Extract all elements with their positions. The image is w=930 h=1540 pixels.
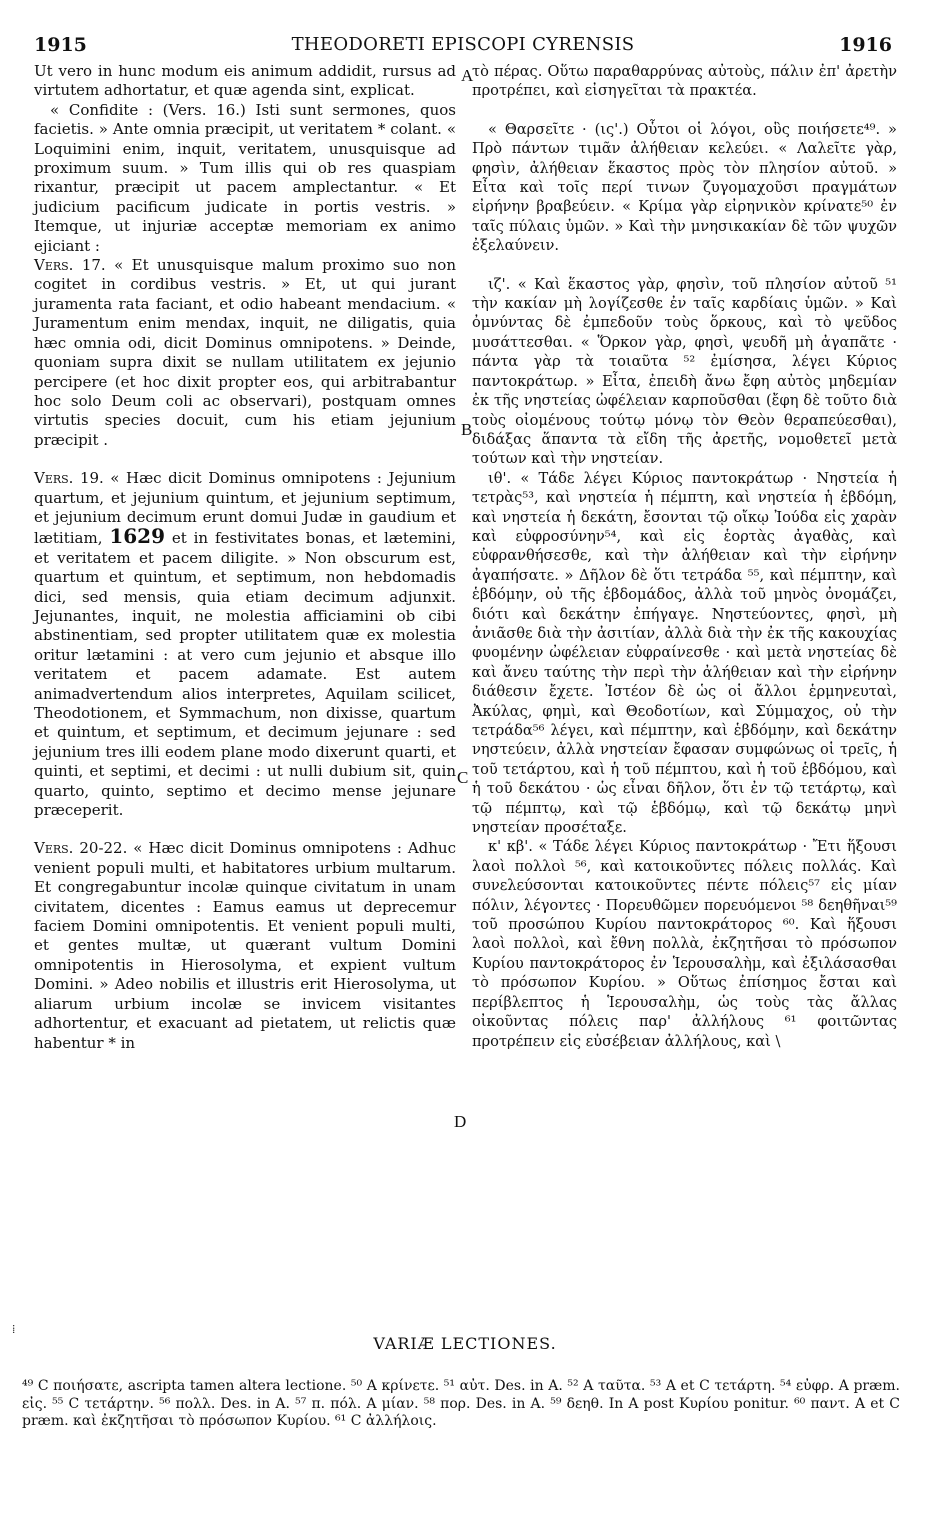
verse-label: Vers. 17. <box>34 256 106 275</box>
margin-marker-b: B <box>461 420 473 439</box>
greek-column <box>472 62 897 1051</box>
greek-paragraph-4: ιθ'. « Τάδε λέγει Κύριος παντοκράτωρ · Νηστεία ἡ τετρὰς⁵³, καὶ νηστεία ἡ πέμπτη, καὶ νηστεία ἡ ἑβδόμη, καὶ νηστεία ἡ δεκάτη, ἔσονται τῷ οἴκῳ Ἰούδα εἰς χαρὰν καὶ εὐφροσύνην⁵⁴, καὶ εἰς ἑορτὰς ἀγαθὰς, καὶ εὐφρανθήσεσθε, καὶ τὴν ἀλήθειαν καὶ τὴν εἰρήνην ἀγαπήσατε. » Δῆλον δὲ ὅτι τετράδα ⁵⁵, καὶ πέμπτην, καὶ ἑβδόμην, οὐ τῆς ἑβδομάδος, ἀλλὰ τοῦ μηνὸς ὀνομάζει, διότι καὶ δεκάτην ἐπήγαγε. Νηστεύοντες, φησὶ, μὴ ἀνιᾶσθε διὰ τὴν ἀσιτίαν, ἀλλὰ διὰ τὴν ἐκ τῆς κακουχίας φυομένην ὠφέλειαν εὐφραίνεσθε · καὶ μετὰ νηστείας δὲ καὶ ἄνευ ταύτης τὴν περὶ τὴν ἀλήθειαν καὶ τὴν εἰρήνην διάθεσιν ἔχετε. Ἰστέον δὲ ὡς οἱ ἄλλοι ἑρμηνευταὶ, Ἀκύλας, φημὶ, καὶ Θεοδοτίων, καὶ Σύμμαχος, οὐ τὴν τετράδα⁵⁶ λέγει, καὶ πέμπτην, καὶ ἑβδόμην, καὶ δεκάτην νηστεύειν, ἀλλὰ νηστείαν ἔφασαν συμφώνως οἱ τρεῖς, ἡ τοῦ τετάρτου, καὶ ἡ τοῦ πέμπτου, καὶ ἡ τοῦ ἑβδόμου, καὶ ἡ τοῦ δεκάτου · ὡς εἶναι δῆλον, ὅτι ἐν τῷ τετάρτῳ, καὶ τῷ πέμπτῳ, καὶ τῷ ἑβδόμῳ, καὶ τῷ δεκάτῳ μηνὶ νηστείαν προσέταξε. <box>472 469 897 837</box>
running-title: THEODORETI EPISCOPI CYRENSIS <box>291 34 635 55</box>
greek-paragraph-5: κ' κβ'. « Τάδε λέγει Κύριος παντοκράτωρ · Ἔτι ἥξουσι λαοὶ πολλοὶ ⁵⁶, καὶ κατοικοῦντες πόλεις πολλάς. Καὶ συνελεύσονται κατοικοῦντες πέντε πόλεις⁵⁷ εἰς μίαν πόλιν, λέγοντες · Πορευθῶμεν πορευόμενοι ⁵⁸ δεηθῆναι⁵⁹ τοῦ προσώπου Κυρίου παντοκράτορος ⁶⁰. Καὶ ἥξουσι λαοὶ πολλοὶ, καὶ ἔθνη πολλὰ, ἐκζητῆσαι τὸ πρόσωπον Κυρίου παντοκράτορος ἐν Ἱερουσαλὴμ, καὶ ἐξιλάσασθαι τὸ πρόσωπον Κυρίου. » Οὕτως ἐπίσημος ἔσται καὶ περίβλεπτος ἡ Ἱερουσαλὴμ, ὡς τοὺς τὰς ἄλλας οἰκοῦντας πόλεις παρ' ἀλλήλους ⁶¹ φοιτῶντας προτρέπειν εἰς εὐσέβειαν ἀλλήλους, καὶ \ <box>472 838 897 1050</box>
latin-paragraph-5 <box>34 839 456 1052</box>
greek-paragraph-2: « Θαρσεῖτε · (ις'.) Οὗτοι οἱ λόγοι, οὓς ποιήσετε⁴⁹. » Πρὸ πάντων τιμᾶν ἀλήθειαν κελεύει. « Λαλεῖτε γὰρ, φησὶν, ἀλήθειαν ἕκαστος πρὸς τὸν πλησίον αὐτοῦ. » Εἶτα καὶ τοῖς περί τινων ζυγομαχοῦσι πραγμάτων εἰρήνην βραβεύειν. « Κρίμα γὰρ εἰρηνικὸν κρίνατε⁵⁰ ἐν ταῖς πύλαις ὑμῶν. » Καὶ τὴν μνησικακίαν δὲ τῶν ψυχῶν ἐξελαύνειν. <box>472 120 897 255</box>
variae-lectiones-title: VARIÆ LECTIONES. <box>373 1334 557 1353</box>
margin-marker-a: A <box>461 66 474 85</box>
margin-marker-d: D <box>454 1112 467 1131</box>
page-number-right: 1916 <box>839 34 892 56</box>
spacer <box>34 820 456 839</box>
latin-paragraph-4 <box>34 469 456 820</box>
greek-paragraph-3: ιζ'. « Καὶ ἕκαστος γὰρ, φησὶν, τοῦ πλησίον αὐτοῦ ⁵¹ τὴν κακίαν μὴ λογίζεσθε ἐν ταῖς καρδίαις ὑμῶν. » Καὶ ὀμνύντας δὲ ἐμπεδοῦν τοὺς ὅρκους, καὶ τὸ ψεῦδος μυσάττεσθαι. « Ὅρκον γὰρ, φησὶ, ψευδῆ μὴ ἀγαπᾶτε · πάντα γὰρ τὰ τοιαῦτα ⁵² ἐμίσησα, λέγει Κύριος παντοκράτωρ. » Εἶτα, ἐπειδὴ ἄνω ἔφη αὐτὸς μηδεμίαν ἐκ τῆς νηστείας ὠφέλειαν καρποῦσθαι (ἔφη δὲ τοῦτο διὰ τοὺς οἰομένους τούτῳ μόνῳ τὸν Θεὸν θεραπεύεσθαι), διδάξας ἅπαντα τὰ εἴδη τῆς ἀρετῆς, νομοθετεῖ μετὰ τούτων καὶ τὴν νηστείαν. <box>472 275 897 468</box>
latin-paragraph-1: Ut vero in hunc modum eis animum addidit, rursus ad virtutem adhortatur, et quæ agenda sint, explicat. <box>34 62 456 100</box>
latin-paragraph-3 <box>34 256 456 450</box>
spacer <box>472 101 897 120</box>
latin-paragraph-2: « Confidite : (Vers. 16.) Isti sunt sermones, quos facietis. » Ante omnia præcipit, ut veritatem * colant. « Loquimini enim, inquit, veritatem, unusquisque ad proximum suum. » Tum illis qui ob res quaspiam rixantur, præcipit ut pacem amplectantur. « Et judicium pacificum judicate in portis vestris. » Itemque, ut injuriæ acceptæ memoriam ex animo ejiciant : <box>34 100 456 255</box>
latin-paragraph-5-text: « Hæc dicit Dominus omnipotens : Adhuc venient populi multi, et habitatores urbium multarum. Et congregabuntur incolæ quinque civitatum in unam civitatem, dicentes : Eamus eamus ut deprecemur faciem Domini omnipotentis. Et venient populi multi, et gentes multæ, ut quærant vultum Domini omnipotentis in Hierosolyma, et expient vultum Domini. » Adeo nobilis et illustris erit Hierosolyma, ut aliarum urbium incolæ se invicem visitantes adhortentur, et exacuant ad pietatem, ut relictis quæ habentur * in <box>34 839 456 1052</box>
latin-column <box>34 62 456 1053</box>
column-number: 1629 <box>109 524 166 549</box>
spacer <box>472 256 897 275</box>
verse-label: Vers. 20-22. <box>34 839 128 858</box>
variae-lectiones-notes: ⁴⁹ C ποιήσατε, ascripta tamen altera lectione. ⁵⁰ A κρίνετε. ⁵¹ αὐτ. Des. in A. ⁵² A ταῦτα. ⁵³ A et C τετάρτη. ⁵⁴ εὐφρ. A præm. εἰς. ⁵⁵ C τετάρτην. ⁵⁶ πολλ. Des. in A. ⁵⁷ π. πόλ. A μίαν. ⁵⁸ πορ. Des. in A. ⁵⁹ δεηθ. In A post Κυρίου ponitur. ⁶⁰ παντ. A et C præm. καὶ ἐκζητῆσαι τὸ πρόσωπον Κυρίου. ⁶¹ C ἀλλήλοις. <box>22 1378 900 1429</box>
latin-paragraph-3-text: « Et unusquisque malum proximo suo non cogitet in cordibus vestris. » Et, ut qui jurant juramenta rata faciant, et odio habeant mendacium. « Juramentum enim mendax, inquit, ne diligatis, quia hæc omnia odi, dicit Dominus omnipotens. » Deinde, quoniam supra dixit se nullam utilitatem ex jejunio percipere (et hoc dixit propter eos, qui arbitrabantur hoc solo Deum coli ac observari), postquam omnes virtutis species docuit, cum his etiam jejunium præcipit . <box>34 256 456 449</box>
margin-speck: ⁞ <box>12 1322 16 1336</box>
verse-label: Vers. 19. <box>34 469 104 488</box>
latin-paragraph-4-text-b: et in festivitates bonas, et lætemini, et veritatem et pacem diligite. » Non obscurum est, quartum et quintum, et septimum, non hebdomadis dici, sed mensis, quia etiam decimum adjunxit. Jejunantes, inquit, ne molestia afficiamini ob cibi abstinentiam, sed propter utilitatem quæ ex molestia oritur lætamini : at vero cum jejunio et absque illo veritatem et pacem adamate. Est autem animadvertendum alios interpretes, Aquilam scilicet, Theodotionem, et Symmachum, non dixisse, quartum et quintum, et septimum, et decimum jejunare : sed jejunium tres illi eodem plane modo dixerunt quarti, et quinti, et septimi, et decimi : ut nulli dubium sit, quin quarto, quinto, septimo et decimo mense jejunare præceperit. <box>34 529 456 820</box>
latin-paragraph-4-text-a: « Hæc dicit Dominus omnipotens : Jejunium quartum, et jejunium quintum, et jejunium septimum, et jejunium decimum erunt domui Judæ in gaudium et lætitiam, <box>34 469 456 548</box>
running-header <box>34 34 892 58</box>
margin-marker-c: C <box>457 768 469 787</box>
spacer <box>34 450 456 469</box>
page-number-left: 1915 <box>34 34 87 56</box>
greek-paragraph-1: τὸ πέρας. Οὕτω παραθαρρύνας αὐτοὺς, πάλιν ἐπ' ἀρετὴν προτρέπει, καὶ εἰσηγεῖται τὰ πρακτέα. <box>472 63 897 100</box>
